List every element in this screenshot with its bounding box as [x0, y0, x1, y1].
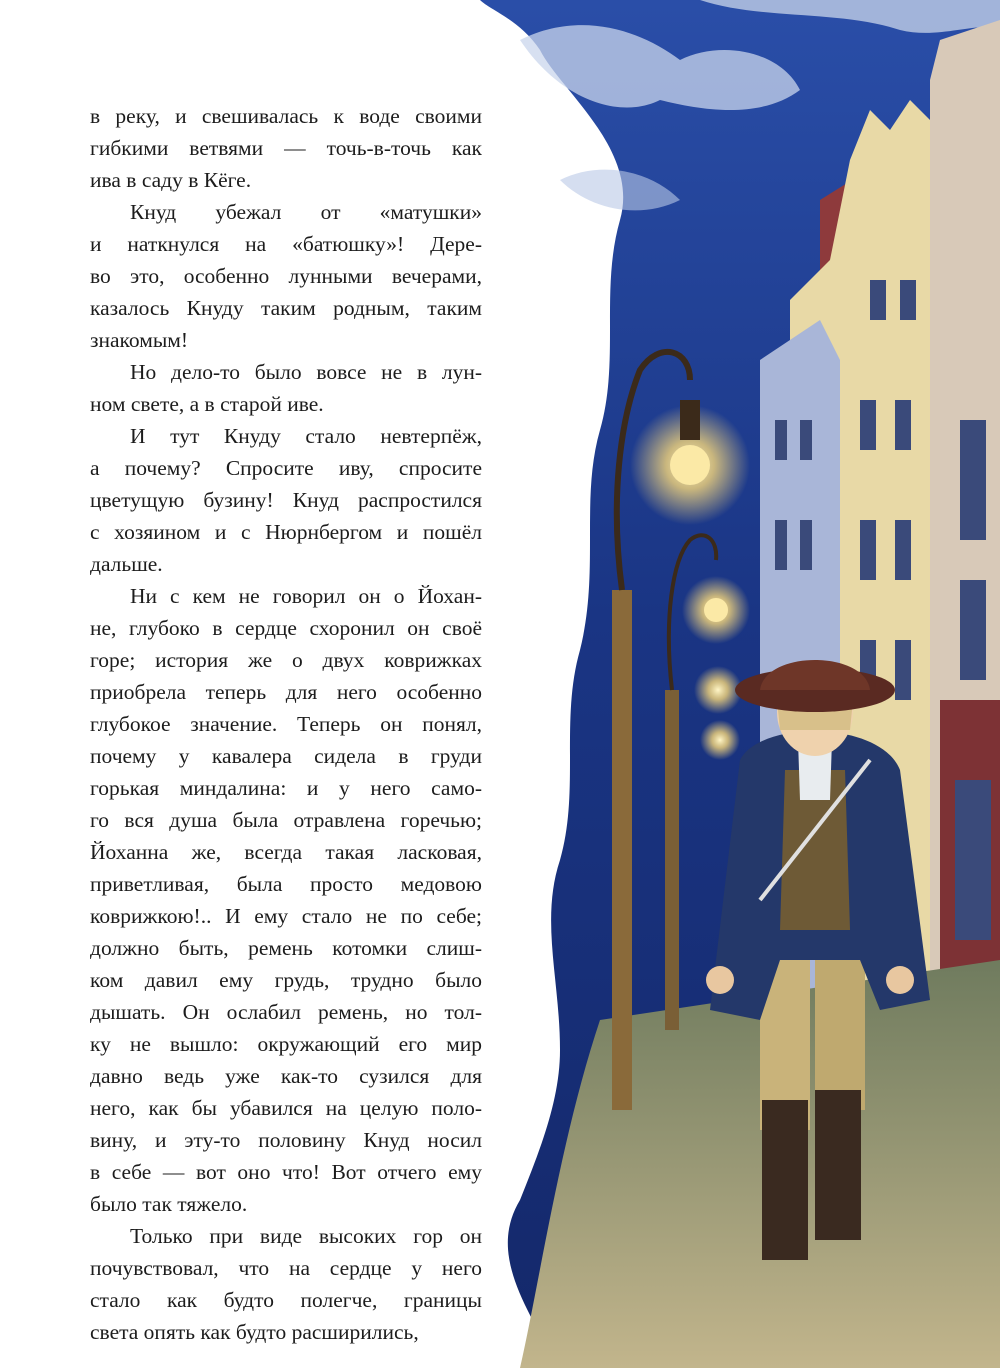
text-line: Кнуд убежал от «матушки» [130, 200, 482, 224]
text-line: вину, и эту-то половину Кнуд носил [90, 1128, 482, 1152]
paragraph [90, 356, 482, 420]
paragraph [90, 100, 482, 196]
text-line: ном свете, а в старой иве. [90, 392, 324, 416]
text-line: казалось Кнуду таким родным, таким [90, 296, 482, 320]
text-line: почувствовал, что на сердце у него [90, 1256, 482, 1280]
text-line: горькая миндалина: и у него само- [90, 776, 482, 800]
text-line: глубокое значение. Теперь он понял, [90, 712, 482, 736]
text-line: ком давил ему грудь, трудно было [90, 968, 482, 992]
paragraph [90, 196, 482, 356]
text-line: коврижкою!.. И ему стало не по себе; [90, 904, 482, 928]
text-line: И тут Кнуду стало невтерпёж, [130, 424, 482, 448]
text-line: должно быть, ремень котомки слиш- [90, 936, 482, 960]
text-line: стало как будто полегче, границы [90, 1288, 482, 1312]
text-line: ива в саду в Кёге. [90, 168, 252, 192]
text-line: знакомым! [90, 328, 189, 352]
text-line: не, глубоко в сердце схоронил он своё [90, 616, 482, 640]
text-line: почему у кавалера сидела в груди [90, 744, 482, 768]
text-line: дальше. [90, 552, 163, 576]
text-line: во это, особенно лунными вечерами, [90, 264, 482, 288]
text-line: и наткнулся на «батюшку»! Дере- [90, 232, 482, 256]
paragraph [90, 1220, 482, 1348]
text-line: Ни с кем не говорил он о Йохан- [130, 584, 482, 608]
text-line: с хозяином и с Нюрнбергом и пошёл [90, 520, 482, 544]
text-line: го вся душа была отравлена горечью; [90, 808, 482, 832]
text-line: него, как бы убавился на целую поло- [90, 1096, 482, 1120]
text-line: в реку, и свешивалась к воде своими [90, 104, 482, 128]
text-line: в себе — вот оно что! Вот отчего ему [90, 1160, 482, 1184]
paragraph [90, 580, 482, 1220]
text-line: ку не вышло: окружающий его мир [90, 1032, 482, 1056]
text-line: гибкими ветвями — точь-в-точь как [90, 136, 482, 160]
text-line: цветущую бузину! Кнуд распростился [90, 488, 482, 512]
text-line: Йоханна же, всегда такая ласковая, [90, 840, 482, 864]
text-line: дышать. Он ослабил ремень, но тол- [90, 1000, 482, 1024]
text-line: приобрела теперь для него особенно [90, 680, 482, 704]
story-text [90, 100, 482, 1348]
text-line: горе; история же о двух коврижках [90, 648, 482, 672]
text-line: а почему? Спросите иву, спросите [90, 456, 482, 480]
text-line: давно ведь уже как-то сузился для [90, 1064, 482, 1088]
text-line: Но дело-то было вовсе не в лун- [130, 360, 482, 384]
text-line: света опять как будто расширились, [90, 1320, 419, 1344]
text-line: Только при виде высоких гор он [130, 1224, 482, 1248]
paragraph [90, 420, 482, 580]
text-line: приветливая, была просто медовою [90, 872, 482, 896]
text-line: было так тяжело. [90, 1192, 248, 1216]
